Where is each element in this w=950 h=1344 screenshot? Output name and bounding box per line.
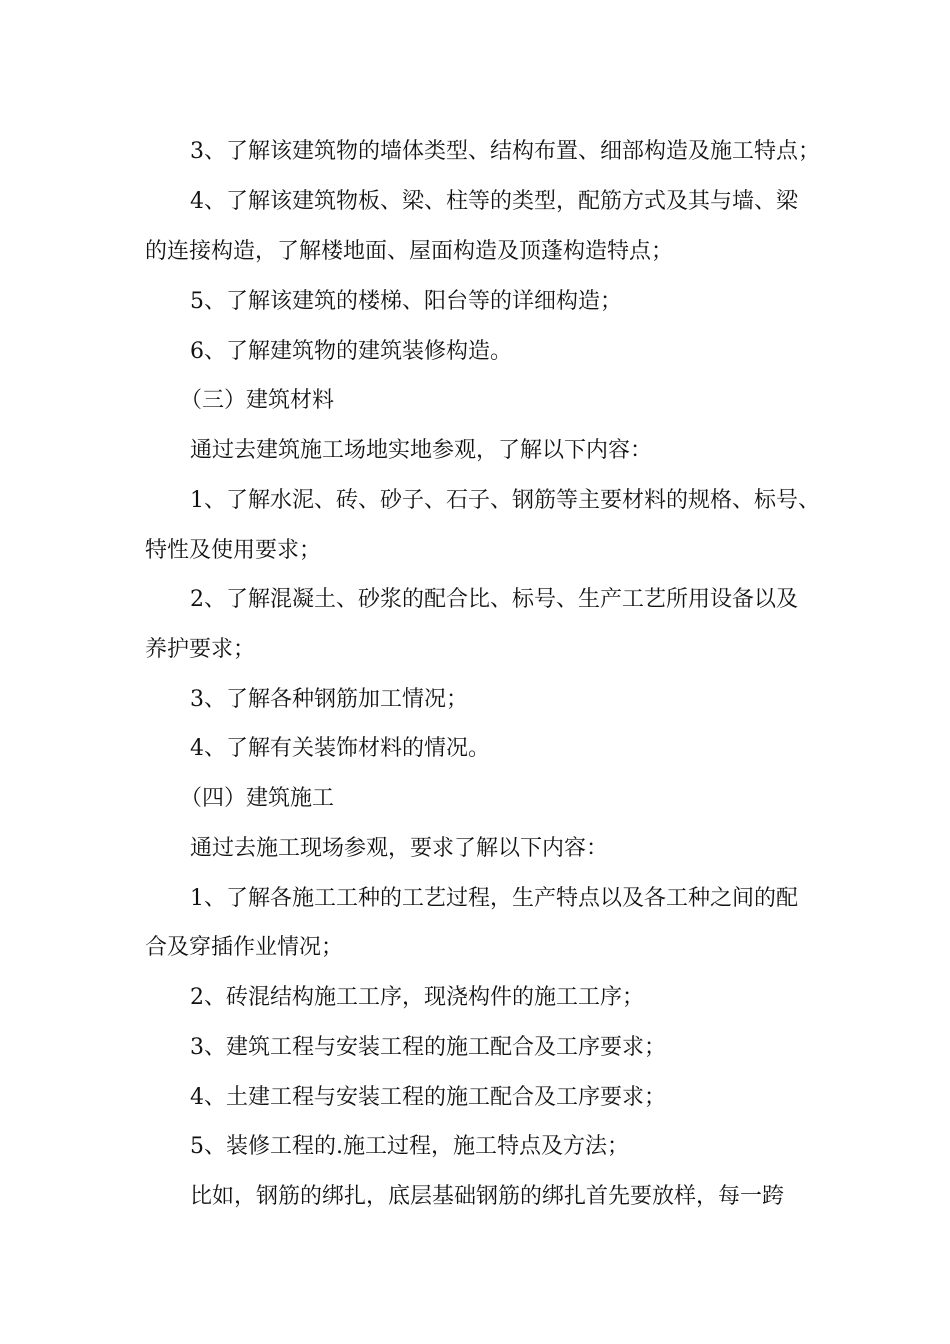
section-heading-3: （三）建筑材料 <box>180 388 335 413</box>
text-line-12: 3、了解各种钢筋加工情况； <box>190 687 468 712</box>
text-line-21: 5、装修工程的.施工过程，施工特点及方法； <box>190 1134 629 1159</box>
text-line-1: 3、了解该建筑物的墙体类型、结构布置、细部构造及施工特点； <box>190 139 820 164</box>
text-line-10: 2、了解混凝土、砂浆的配合比、标号、生产工艺所用设备以及 <box>190 587 798 612</box>
text-line-22: 比如，钢筋的绑扎，底层基础钢筋的绑扎首先要放样，每一跨 <box>190 1184 785 1209</box>
text-line-8: 1、了解水泥、砖、砂子、石子、钢筋等主要材料的规格、标号、 <box>190 488 820 513</box>
text-line-17: 合及穿插作业情况； <box>145 935 344 960</box>
text-line-2: 4、了解该建筑物板、梁、柱等的类型，配筋方式及其与墙、梁 <box>190 189 798 214</box>
text-line-19: 3、建筑工程与安装工程的施工配合及工序要求； <box>190 1035 666 1060</box>
text-line-9: 特性及使用要求； <box>145 538 322 563</box>
text-line-4: 5、了解该建筑的楼梯、阳台等的详细构造； <box>190 289 622 314</box>
text-line-20: 4、土建工程与安装工程的施工配合及工序要求； <box>190 1085 666 1110</box>
text-line-7: 通过去建筑施工场地实地参观，了解以下内容： <box>190 438 653 463</box>
text-line-11: 养护要求； <box>145 637 256 662</box>
text-line-3: 的连接构造，了解楼地面、屋面构造及顶蓬构造特点； <box>145 239 674 264</box>
text-line-5: 6、了解建筑物的建筑装修构造。 <box>190 339 512 364</box>
text-line-13: 4、了解有关装饰材料的情况。 <box>190 736 490 761</box>
section-heading-4: （四）建筑施工 <box>180 786 335 811</box>
text-line-16: 1、了解各施工工种的工艺过程，生产特点以及各工种之间的配 <box>190 886 798 911</box>
text-line-15: 通过去施工现场参观，要求了解以下内容： <box>190 836 609 861</box>
text-line-18: 2、砖混结构施工工序，现浇构件的施工工序； <box>190 985 644 1010</box>
